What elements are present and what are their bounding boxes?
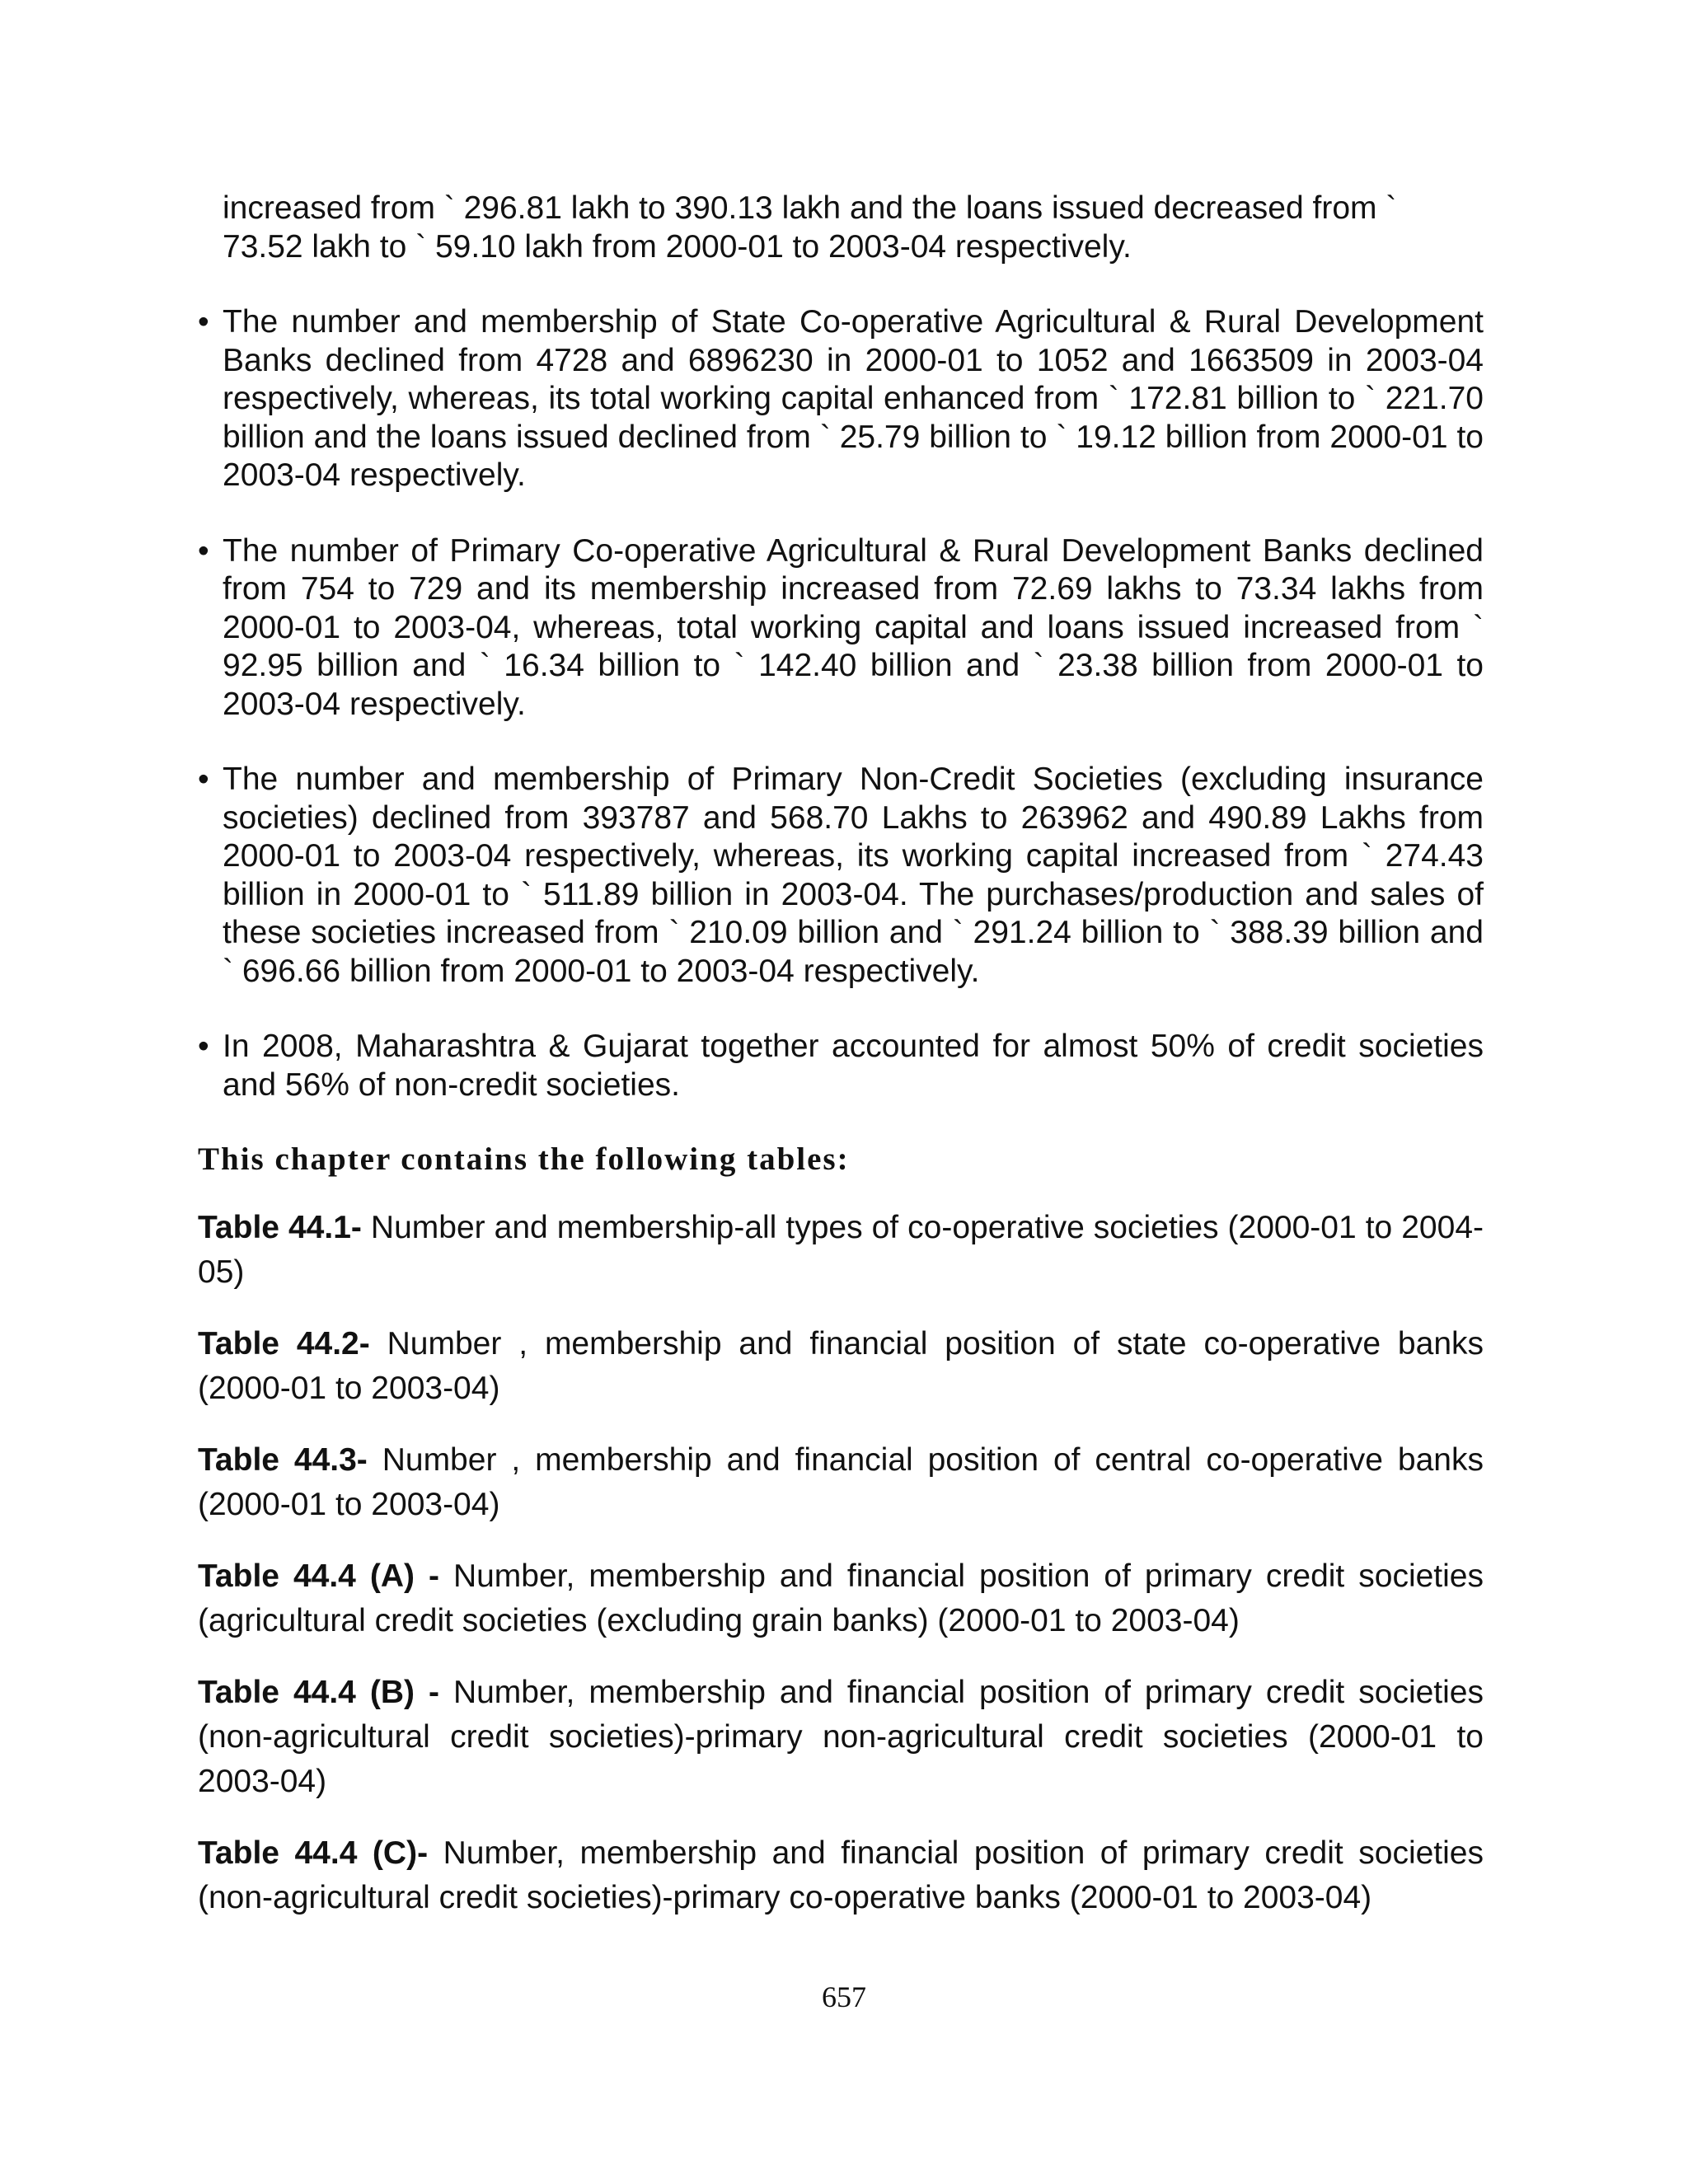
table-label: Table 44.1- [198, 1210, 362, 1245]
bullet-icon: • [198, 1029, 209, 1064]
table-label: Table 44.3- [198, 1442, 368, 1478]
table-list-item [198, 1671, 1484, 1804]
bullet-item [198, 532, 1484, 724]
chapter-tables-heading: This chapter contains the following tables: [198, 1141, 850, 1177]
bullet-item [198, 761, 1484, 991]
bullet-item [198, 303, 1484, 495]
table-description: Number, membership and financial position of primary credit societies (non-agricultural credit societies)-primary non-agricultural credit societies (2000-01 to 2003-04) [198, 1675, 1484, 1799]
table-description: Number , membership and financial position of central co-operative banks (2000-01 to 2003-04) [198, 1442, 1484, 1522]
table-label: Table 44.4 (C)- [198, 1835, 429, 1871]
table-description: Number, membership and financial position of primary credit societies (agricultural credit societies (excluding grain banks) (2000-01 to 2003-04) [198, 1558, 1484, 1638]
bullet-text: The number and membership of Primary Non-Credit Societies (excluding insurance societies) declined from 393787 and 568.70 Lakhs to 263962 and 490.89 Lakhs from 2000-01 to 2003-04 respectively, whereas, its working capital increased from ` 274.43 billion in 2000-01 to ` 511.89 billion in 2003-04. The purchases/production and sales of these societies increased from ` 210.09 billion and ` 291.24 billion to ` 388.39 billion and ` 696.66 billion from 2000-01 to 2003-04 respectively. [223, 762, 1484, 989]
bullet-icon: • [198, 532, 209, 569]
page-content [198, 190, 1484, 1920]
table-description: Number, membership and financial position of primary credit societies (non-agricultural credit societies)-primary co-operative banks (2000-01 to 2003-04) [198, 1835, 1484, 1915]
table-description: Number , membership and financial position of state co-operative banks (2000-01 to 2003-04) [198, 1326, 1484, 1406]
bullet-icon: • [198, 304, 209, 340]
table-description: Number and membership-all types of co-operative societies (2000-01 to 2004-05) [198, 1210, 1484, 1290]
lead-paragraph: increased from ` 296.81 lakh to 390.13 lakh and the loans issued decreased from ` 73.52 lakh to ` 59.10 lakh from 2000-01 to 2003-04 respectively. [223, 190, 1397, 265]
bullet-text: In 2008, Maharashtra & Gujarat together accounted for almost 50% of credit societies and 56% of non-credit societies. [223, 1029, 1484, 1103]
table-list-item [198, 1831, 1484, 1920]
table-list-item [198, 1438, 1484, 1527]
page-number: 657 [822, 1980, 866, 2013]
table-label: Table 44.2- [198, 1326, 370, 1361]
bullet-text: The number and membership of State Co-operative Agricultural & Rural Development Banks declined from 4728 and 6896230 in 2000-01 to 1052 and 1663509 in 2003-04 respectively, whereas, its total working capital enhanced from ` 172.81 billion to ` 221.70 billion and the loans issued declined from ` 25.79 billion to ` 19.12 billion from 2000-01 to 2003-04 respectively. [223, 304, 1484, 493]
bullet-item [198, 1028, 1484, 1104]
table-label: Table 44.4 (B) - [198, 1675, 439, 1710]
bullet-text: The number of Primary Co-operative Agricultural & Rural Development Banks declined from 754 to 729 and its membership increased from 72.69 lakhs to 73.34 lakhs from 2000-01 to 2003-04, whereas, total working capital and loans issued increased from ` 92.95 billion and ` 16.34 billion to ` 142.40 billion and ` 23.38 billion from 2000-01 to 2003-04 respectively. [223, 532, 1484, 722]
table-list-item [198, 1554, 1484, 1643]
bullet-icon: • [198, 762, 209, 797]
table-label: Table 44.4 (A) - [198, 1558, 439, 1594]
table-list-item [198, 1206, 1484, 1295]
table-list-item [198, 1322, 1484, 1411]
